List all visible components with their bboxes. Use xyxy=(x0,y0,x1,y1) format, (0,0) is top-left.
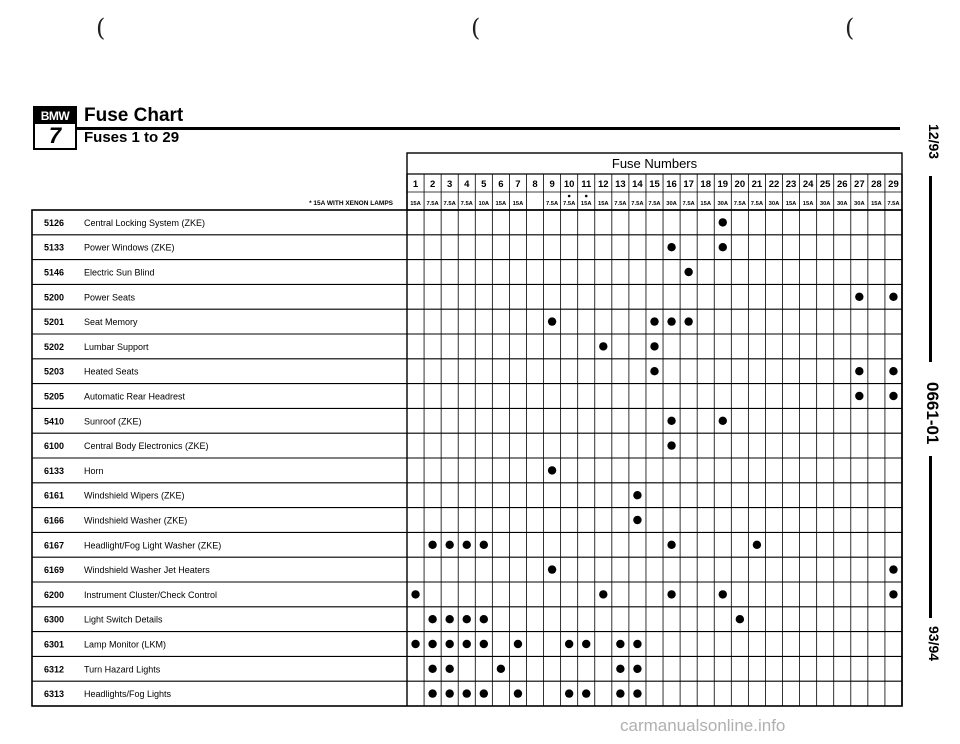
row-name: Lamp Monitor (LKM) xyxy=(84,639,167,650)
fuse-rating-label: 7.5A xyxy=(682,201,695,207)
fuse-dot xyxy=(667,541,675,549)
fuse-dot xyxy=(480,640,488,648)
fuse-dot xyxy=(582,640,590,648)
fuse-dot xyxy=(445,615,453,623)
fuse-number-label: 7 xyxy=(515,179,521,190)
fuse-number-label: 28 xyxy=(871,179,882,190)
bracket-mark-right: ( xyxy=(845,14,855,42)
fuse-dot xyxy=(667,243,675,251)
fuse-dot xyxy=(616,665,624,673)
row-code: 5133 xyxy=(44,242,65,253)
fuse-number-label: 8 xyxy=(532,179,538,190)
fuse-dot xyxy=(463,689,471,697)
fuse-number-label: 15 xyxy=(649,179,660,190)
fuse-dot xyxy=(599,342,607,350)
logo-top-text: BMW xyxy=(35,108,75,124)
fuse-number-label: 2 xyxy=(429,179,436,190)
fuse-dot xyxy=(428,665,436,673)
row-name: Power Seats xyxy=(84,292,136,303)
row-code: 6166 xyxy=(44,515,65,526)
fuse-rating-label: 15A xyxy=(700,201,712,207)
fuse-number-label: 20 xyxy=(734,179,746,190)
side-page-range: 93/94 xyxy=(926,626,942,662)
bracket-mark-center: ( xyxy=(471,14,481,42)
rating-asterisk-mark xyxy=(585,195,588,198)
row-name: Automatic Rear Headrest xyxy=(84,391,186,402)
fuse-rating-label: 30A xyxy=(768,201,780,207)
fuse-number-label: 6 xyxy=(498,179,504,190)
row-code: 6300 xyxy=(44,614,65,625)
fuse-number-label: 11 xyxy=(581,179,592,190)
fuse-rating-label: 30A xyxy=(854,201,865,207)
fuse-number-label: 3 xyxy=(447,179,453,190)
fuse-dot xyxy=(633,516,641,524)
fuse-dot xyxy=(445,541,453,549)
fuse-dot xyxy=(889,392,897,400)
fuse-rating-label: 15A xyxy=(410,201,421,207)
fuse-dot xyxy=(616,689,624,697)
fuse-dot xyxy=(855,293,863,301)
fuse-dot xyxy=(633,640,641,648)
row-name: Instrument Cluster/Check Control xyxy=(84,589,218,600)
fuse-rating-label: 7.5A xyxy=(426,201,439,207)
fuse-rating-label: 7.5A xyxy=(614,201,627,207)
fuse-dot xyxy=(445,665,453,673)
fuse-dot xyxy=(616,640,624,648)
fuse-number-label: 10 xyxy=(563,179,575,190)
fuse-dot xyxy=(684,317,692,325)
row-code: 5202 xyxy=(44,341,65,352)
fuse-dot xyxy=(889,565,897,573)
fuse-rating-label: 10A xyxy=(478,201,490,207)
fuse-number-label: 19 xyxy=(717,179,729,190)
fuse-dot xyxy=(633,689,641,697)
fuse-dot xyxy=(667,317,675,325)
row-code: 5146 xyxy=(44,267,65,278)
fuse-rating-label: 7.5A xyxy=(750,201,764,207)
fuse-rating-label: 30A xyxy=(836,201,848,207)
fuse-number-label: 24 xyxy=(802,179,814,190)
fuse-dot xyxy=(719,218,727,226)
fuse-rating-label: 7.5A xyxy=(887,201,900,207)
fuse-dot xyxy=(428,541,436,549)
fuse-dot xyxy=(565,640,573,648)
row-name: Windshield Washer (ZKE) xyxy=(84,515,188,526)
row-code: 6167 xyxy=(44,540,65,551)
row-code: 5410 xyxy=(44,416,65,427)
fuse-dot xyxy=(599,590,607,598)
row-name: Power Windows (ZKE) xyxy=(84,242,175,253)
row-code: 6312 xyxy=(44,664,65,675)
fuse-number-label: 12 xyxy=(598,179,609,190)
page-subtitle: Fuses 1 to 29 xyxy=(84,129,180,146)
row-code: 6169 xyxy=(44,565,65,576)
fuse-rating-label: 7.5A xyxy=(460,201,473,207)
fuse-dot xyxy=(650,367,658,375)
fuse-dot xyxy=(889,590,897,598)
side-date: 12/93 xyxy=(926,124,942,160)
fuse-dot xyxy=(719,417,727,425)
fuse-dot xyxy=(565,689,573,697)
fuse-number-label: 14 xyxy=(632,179,643,190)
fuse-number-label: 23 xyxy=(785,179,797,190)
rating-asterisk-mark xyxy=(568,195,571,198)
fuse-number-label: 17 xyxy=(683,179,694,190)
fuse-dot xyxy=(855,392,863,400)
fuse-dot xyxy=(548,317,556,325)
fuse-dot xyxy=(445,640,453,648)
row-name: Headlight/Fog Light Washer (ZKE) xyxy=(84,540,222,551)
fuse-number-label: 5 xyxy=(481,179,487,190)
fuse-dot xyxy=(428,640,436,648)
fuse-rating-label: 30A xyxy=(819,201,831,207)
fuse-dot xyxy=(514,689,522,697)
row-code: 5201 xyxy=(44,317,65,328)
row-name: Heated Seats xyxy=(84,366,139,377)
fuse-dot xyxy=(650,317,658,325)
page-title: Fuse Chart xyxy=(84,105,184,126)
fuse-dot xyxy=(650,342,658,350)
fuse-dot xyxy=(428,615,436,623)
bracket-mark-left: ( xyxy=(96,14,106,42)
fuse-dot xyxy=(428,689,436,697)
footer-watermark: carmanualsonline.info xyxy=(620,716,786,735)
fuse-dot xyxy=(582,689,590,697)
row-code: 5203 xyxy=(44,366,65,377)
row-code: 6133 xyxy=(44,465,65,476)
fuse-dot xyxy=(633,491,641,499)
fuse-dot xyxy=(411,640,419,648)
fuse-rating-label: 30A xyxy=(717,201,729,207)
row-code: 6313 xyxy=(44,689,65,700)
fuse-dot xyxy=(889,293,897,301)
fuse-dot xyxy=(633,665,641,673)
fuse-dot xyxy=(889,367,897,375)
fuse-number-label: 13 xyxy=(615,179,626,190)
fuse-rating-label: 15A xyxy=(871,201,882,207)
fuse-rating-label: 7.5A xyxy=(443,201,456,207)
fuse-rating-label: 15A xyxy=(512,201,524,207)
row-name: Central Locking System (ZKE) xyxy=(84,217,206,228)
fuse-dot xyxy=(719,590,727,598)
row-code: 6301 xyxy=(44,639,65,650)
fuse-number-label: 18 xyxy=(700,179,711,190)
fuse-rating-label: 7.5A xyxy=(631,201,644,207)
fuse-rating-label: 7.5A xyxy=(648,201,661,207)
row-name: Turn Hazard Lights xyxy=(84,664,161,675)
fuse-number-label: 27 xyxy=(854,179,865,190)
side-doc-code: 0661-01 xyxy=(923,382,942,445)
fuse-dot xyxy=(480,541,488,549)
row-code: 5205 xyxy=(44,391,65,402)
row-code: 5200 xyxy=(44,292,65,303)
fuse-dot xyxy=(667,590,675,598)
fuse-rating-label: 7.5A xyxy=(733,201,746,207)
fuse-dot xyxy=(497,665,505,673)
row-name: Headlights/Fog Lights xyxy=(84,689,172,700)
fuse-rating-label: 15A xyxy=(580,201,592,207)
fuse-number-label: 22 xyxy=(768,179,780,190)
fuse-dot xyxy=(480,615,488,623)
fuse-dot xyxy=(684,268,692,276)
xenon-note: * 15A WITH XENON LAMPS xyxy=(309,200,393,207)
fuse-number-label: 29 xyxy=(888,179,899,190)
fuse-rating-label: 15A xyxy=(802,201,814,207)
fuse-dot xyxy=(855,367,863,375)
fuse-dot xyxy=(753,541,761,549)
row-code: 5126 xyxy=(44,217,65,228)
fuse-dot xyxy=(411,590,419,598)
row-name: Light Switch Details xyxy=(84,614,163,625)
fuse-number-label: 9 xyxy=(549,179,555,190)
row-code: 6200 xyxy=(44,589,65,600)
fuse-number-label: 21 xyxy=(751,179,763,190)
fuse-number-label: 4 xyxy=(464,179,470,190)
row-name: Electric Sun Blind xyxy=(84,267,155,278)
fuse-rating-label: 15A xyxy=(495,201,507,207)
row-code: 6161 xyxy=(44,490,65,501)
fuse-numbers-title: Fuse Numbers xyxy=(611,156,698,171)
fuse-number-label: 26 xyxy=(836,179,848,190)
row-name: Central Body Electronics (ZKE) xyxy=(84,441,209,452)
row-name: Seat Memory xyxy=(84,317,138,328)
fuse-dot xyxy=(667,441,675,449)
fuse-rating-label: 7.5A xyxy=(545,201,559,207)
row-name: Windshield Wipers (ZKE) xyxy=(84,490,185,501)
fuse-dot xyxy=(719,243,727,251)
logo-bottom-text: 7 xyxy=(48,123,62,148)
fuse-rating-label: 15A xyxy=(597,201,609,207)
fuse-dot xyxy=(445,689,453,697)
fuse-dot xyxy=(548,466,556,474)
fuse-rating-label: 15A xyxy=(785,201,797,207)
fuse-number-label: 16 xyxy=(666,179,677,190)
fuse-dot xyxy=(548,565,556,573)
fuse-dot xyxy=(480,689,488,697)
fuse-number-label: 25 xyxy=(819,179,831,190)
fuse-dot xyxy=(463,541,471,549)
fuse-dot xyxy=(667,417,675,425)
row-name: Lumbar Support xyxy=(84,341,149,352)
row-name: Windshield Washer Jet Heaters xyxy=(84,565,210,576)
fuse-number-label: 1 xyxy=(412,179,419,190)
fuse-rating-label: 7.5A xyxy=(563,201,576,207)
row-code: 6100 xyxy=(44,441,65,452)
fuse-rating-label: 30A xyxy=(666,201,677,207)
fuse-dot xyxy=(463,640,471,648)
fuse-dot xyxy=(736,615,744,623)
fuse-dot xyxy=(463,615,471,623)
row-name: Sunroof (ZKE) xyxy=(84,416,142,427)
fuse-dot xyxy=(514,640,522,648)
row-name: Horn xyxy=(84,465,104,476)
